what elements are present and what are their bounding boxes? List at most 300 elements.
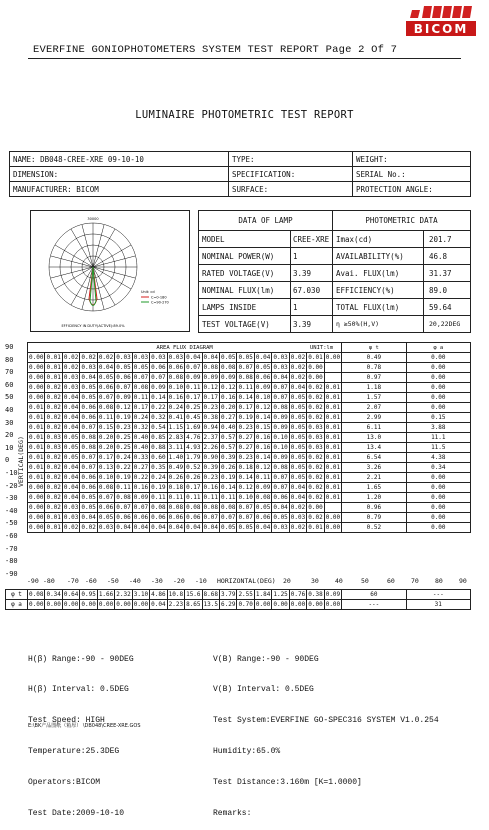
flux-cell: 0.00 [308, 364, 323, 371]
x-tick-label: 90 [459, 577, 467, 585]
flux-row [28, 513, 471, 523]
test-date: Test Date:2009-10-10 [28, 809, 125, 819]
flux-cell: 0.27 [220, 414, 236, 421]
flux-cell: 0.05 [255, 504, 271, 511]
flux-cell: 0.02 [98, 354, 114, 361]
x-tick-label: 70 [411, 577, 419, 585]
flux-cell: 0.02 [290, 504, 306, 511]
total-cell: 2.32 [116, 591, 131, 598]
flux-cell: 0.09 [273, 454, 288, 461]
total-cell: 0.00 [98, 601, 114, 608]
flux-cell: 0.01 [29, 424, 44, 431]
flux-cell: 0.09 [273, 424, 288, 431]
polar-top-label: 30000 [87, 217, 99, 221]
flux-cell: 0.26 [168, 474, 184, 481]
phi-a-cell: 0.00 [406, 513, 470, 523]
flux-cell: 0.12 [220, 384, 236, 391]
flux-cell: 0.05 [81, 394, 96, 401]
flux-cell: 2.26 [203, 444, 218, 451]
x-tick-label: HORIZONTAL(DEG) [217, 577, 276, 585]
flux-cell: 0.01 [46, 374, 61, 381]
flux-cell: 0.07 [81, 424, 96, 431]
flux-cell: 0.01 [325, 474, 341, 481]
flux-cell: 0.07 [273, 484, 288, 491]
flux-cell: 0.02 [46, 394, 61, 401]
flux-cell: 0.04 [63, 494, 79, 501]
y-tick-label: 0 [5, 456, 10, 465]
flux-cell: 0.00 [29, 524, 44, 531]
flux-cell: 0.05 [238, 524, 253, 531]
flux-cell: 0.04 [81, 374, 96, 381]
humidity: Humidity:65.0% [213, 747, 281, 757]
flux-cell: 0.01 [29, 404, 44, 411]
total-cell: 0.95 [81, 591, 96, 598]
flux-cell: 0.10 [273, 434, 288, 441]
flux-cell: 0.01 [29, 474, 44, 481]
flux-cell: 0.10 [168, 384, 184, 391]
photometric-label: AVAILABILITY(%) [333, 248, 424, 265]
luminaire-name: DB048-CREE-XRE 09-10-10 [40, 154, 144, 164]
x-tick-label: 40 [335, 577, 343, 585]
flux-cell: 0.04 [186, 354, 201, 361]
flux-cell: 0.15 [98, 424, 114, 431]
x-tick-label: -70 [67, 577, 79, 585]
flux-cell: 0.02 [46, 404, 61, 411]
total-cell: 0.00 [308, 601, 323, 608]
flux-cell: 0.14 [220, 484, 236, 491]
flux-cell: 0.07 [116, 504, 131, 511]
total-cell: 0.00 [273, 601, 288, 608]
flux-cell: 0.20 [98, 434, 114, 441]
x-tick-label: -40 [129, 577, 141, 585]
y-tick-label: -70 [5, 544, 18, 553]
flux-cell: 0.40 [133, 444, 149, 451]
flux-cell: 0.16 [255, 434, 271, 441]
phi-a-cell: 0.00 [406, 403, 470, 413]
flux-totals-table [5, 589, 471, 610]
flux-cell: 0.02 [46, 464, 61, 471]
specification-cell: SPECIFICATION: [229, 167, 353, 182]
flux-cell: 0.05 [273, 514, 288, 521]
flux-cell: 0.06 [255, 514, 271, 521]
phi-a-cell: 0.00 [406, 353, 470, 363]
flux-cell: 0.04 [255, 524, 271, 531]
phi-t-cell: 6.11 [342, 423, 406, 433]
lamp-value: 67.030 [291, 282, 333, 299]
flux-cell: 0.39 [220, 454, 236, 461]
flux-cell: 0.04 [63, 394, 79, 401]
flux-row [28, 353, 471, 363]
flux-cell: 0.05 [290, 474, 306, 481]
flux-cell: 0.02 [290, 524, 306, 531]
flux-row [28, 363, 471, 373]
flux-cell: 0.06 [81, 404, 96, 411]
total-cell: 0.00 [290, 601, 306, 608]
total-cell: 13.5 [203, 601, 218, 608]
flux-x-axis [27, 577, 467, 587]
flux-cell: 0.90 [203, 454, 218, 461]
flux-cell: 0.01 [325, 484, 341, 491]
flux-cell: 0.05 [290, 424, 306, 431]
flux-cell: 0.35 [151, 464, 166, 471]
flux-cell: 0.02 [46, 384, 61, 391]
flux-cell: 0.03 [63, 504, 79, 511]
flux-cell: 0.41 [168, 414, 184, 421]
flux-unit: UNIT:lm [309, 344, 334, 351]
flux-cell: 0.27 [238, 444, 253, 451]
flux-cell: 0.20 [220, 404, 236, 411]
flux-cell: 0.03 [273, 354, 288, 361]
x-tick-label: 60 [387, 577, 395, 585]
flux-cell: 0.12 [203, 384, 218, 391]
flux-row [28, 473, 471, 483]
phi-a-cell: 0.00 [406, 503, 470, 513]
flux-cell: 0.16 [255, 444, 271, 451]
flux-cell: 0.02 [290, 374, 306, 381]
phi-t-cell: 0.97 [342, 373, 406, 383]
phi-a-cell: 11.5 [406, 443, 470, 453]
flux-cell: 0.05 [63, 444, 79, 451]
flux-cell: 0.01 [325, 454, 341, 461]
y-tick-label: -10 [5, 469, 18, 477]
flux-cell: 0.11 [255, 474, 271, 481]
photometric-value: 20,22DEG [424, 316, 471, 333]
flux-cell: 0.17 [133, 404, 149, 411]
phi-a-cell: 0.00 [406, 393, 470, 403]
phi-t-cell: 0.96 [342, 503, 406, 513]
phi-t-cell: 2.07 [342, 403, 406, 413]
flux-cell: 0.03 [116, 354, 131, 361]
flux-cell: 0.03 [151, 354, 166, 361]
report-header-title: EVERFINE GONIOPHOTOMETERS SYSTEM TEST REPORT [33, 44, 320, 56]
flux-cell: 0.23 [238, 424, 253, 431]
flux-cell: 0.25 [186, 404, 201, 411]
flux-cell: 0.32 [133, 424, 149, 431]
flux-cell: 0.08 [81, 444, 96, 451]
flux-cell: 0.01 [46, 364, 61, 371]
total-cell: 0.00 [29, 601, 44, 608]
flux-cell: 0.05 [98, 374, 114, 381]
photometric-value: 31.37 [424, 265, 471, 282]
flux-cell: 0.27 [133, 464, 149, 471]
flux-cell: 1.15 [168, 424, 184, 431]
flux-cell: 0.05 [290, 414, 306, 421]
phi-a-cell: 0.00 [406, 383, 470, 393]
total-cell: 0.08 [29, 591, 44, 598]
flux-row [28, 373, 471, 383]
page-indicator: Page 2 Of 7 [325, 44, 398, 56]
logo-text: BICOM [413, 22, 469, 36]
flux-cell: 0.05 [220, 524, 236, 531]
flux-cell: 0.09 [203, 374, 218, 381]
flux-cell: 0.02 [46, 494, 61, 501]
flux-cell: 0.06 [255, 374, 271, 381]
flux-cell: 0.11 [186, 494, 201, 501]
flux-cell: 0.05 [290, 444, 306, 451]
flux-cell: 0.03 [168, 354, 184, 361]
flux-cell: 0.02 [308, 414, 323, 421]
flux-cell: 0.05 [133, 364, 149, 371]
flux-cell: 0.05 [290, 464, 306, 471]
x-tick-label: -90 [27, 577, 39, 585]
total-cell: 3.79 [220, 591, 236, 598]
phi-a-cell: 0.00 [406, 523, 470, 533]
flux-cell: 0.06 [81, 474, 96, 481]
flux-cell: 1.69 [186, 424, 201, 431]
phi-t-cell: 0.79 [342, 513, 406, 523]
flux-cell: 0.04 [186, 524, 201, 531]
y-tick-label: 50 [5, 393, 14, 402]
phi-t-cell: 3.26 [342, 463, 406, 473]
flux-cell: 0.11 [220, 494, 236, 501]
flux-cell: 0.08 [98, 404, 114, 411]
total-cell: 3.10 [133, 591, 149, 598]
flux-cell: 0.06 [133, 514, 149, 521]
lamp-label: MODEL [199, 231, 291, 248]
flux-cell: 0.16 [203, 484, 218, 491]
flux-cell: 0.01 [325, 444, 341, 451]
temperature: Temperature:25.3DEG [28, 747, 120, 757]
flux-cell: 0.01 [308, 524, 323, 531]
phi-a-header: φ a [406, 343, 470, 353]
v-interval: V(B) Interval: 0.5DEG [213, 685, 314, 695]
total-cell: 0.00 [116, 601, 131, 608]
y-axis-label: VERTICAL(DEG) [17, 436, 25, 487]
flux-cell: 0.11 [98, 414, 114, 421]
polar-bottom-label: EFFICIENCY IN DUTY(ACTIVE):89.0% [61, 324, 125, 328]
total-cell: 10.8 [168, 591, 184, 598]
x-tick-label: -80 [43, 577, 55, 585]
y-tick-label: 60 [5, 380, 14, 389]
info-table [9, 151, 471, 197]
flux-cell: 0.02 [308, 494, 323, 501]
flux-cell: 0.00 [29, 354, 44, 361]
flux-cell: 0.02 [308, 384, 323, 391]
flux-cell: 0.12 [255, 404, 271, 411]
y-tick-label: 30 [5, 418, 14, 427]
flux-cell: 0.88 [151, 444, 166, 451]
flux-cell: 0.60 [151, 454, 166, 461]
phi-t-header: φ t [342, 343, 406, 353]
phi-t-cell: 0.49 [342, 353, 406, 363]
flux-cell: 0.09 [116, 394, 131, 401]
phi-t-cell: 0.78 [342, 363, 406, 373]
flux-cell: 0.10 [98, 474, 114, 481]
flux-cell: 0.01 [29, 434, 44, 441]
flux-cell: 0.09 [133, 494, 149, 501]
flux-cell: 0.03 [308, 424, 323, 431]
flux-row [28, 453, 471, 463]
flux-cell: 0.08 [168, 504, 184, 511]
flux-cell: 0.07 [203, 514, 218, 521]
surface-cell: SURFACE: [229, 182, 353, 197]
y-tick-label: 40 [5, 406, 14, 414]
flux-cell: 0.16 [168, 394, 184, 401]
flux-cell: 0.01 [29, 414, 44, 421]
flux-cell: 0.08 [203, 504, 218, 511]
flux-cell: 0.04 [203, 354, 218, 361]
flux-cell: 0.01 [325, 414, 341, 421]
flux-cell: 0.01 [325, 464, 341, 471]
y-tick-label: -80 [5, 557, 18, 566]
polar-diagram [30, 210, 190, 332]
flux-cell: 4.76 [186, 434, 201, 441]
total-cell: 2.55 [238, 591, 253, 598]
x-tick-label: 80 [435, 577, 443, 585]
flux-cell: 0.05 [290, 454, 306, 461]
flux-cell: 0.02 [290, 364, 306, 371]
photometric-value: 89.0 [424, 282, 471, 299]
flux-cell: 0.10 [238, 494, 253, 501]
flux-cell: 0.08 [220, 364, 236, 371]
flux-cell: 0.03 [273, 524, 288, 531]
phi-a-cell: 0.34 [406, 463, 470, 473]
flux-cell: 0.01 [308, 354, 323, 361]
flux-cell: 0.17 [203, 394, 218, 401]
flux-cell: 0.03 [81, 364, 96, 371]
total-cell: 0.04 [151, 601, 166, 608]
flux-cell: 0.07 [273, 384, 288, 391]
flux-cell: 0.02 [308, 394, 323, 401]
flux-cell: 0.08 [133, 384, 149, 391]
flux-cell: 0.01 [325, 404, 341, 411]
flux-cell: 0.02 [46, 424, 61, 431]
flux-cell: 0.08 [186, 504, 201, 511]
flux-cell: 0.02 [46, 414, 61, 421]
flux-cell: 0.11 [203, 494, 218, 501]
flux-cell: 0.07 [116, 384, 131, 391]
flux-cell: 0.02 [63, 364, 79, 371]
weight-cell: WEIGHT: [353, 152, 471, 167]
flux-cell: 0.27 [238, 434, 253, 441]
flux-cell: 0.39 [203, 464, 218, 471]
phi-t-total-row [6, 590, 471, 600]
y-tick-label: -50 [5, 519, 18, 528]
flux-title: AREA FLUX DIAGRAM [156, 344, 213, 351]
lamp-label: NOMINAL POWER(W) [199, 248, 291, 265]
flux-cell: 0.11 [186, 384, 201, 391]
flux-cell: 0.10 [273, 444, 288, 451]
flux-cell: 0.07 [273, 474, 288, 481]
flux-row [28, 393, 471, 403]
protection-angle-cell: PROTECTION ANGLE: [353, 182, 471, 197]
flux-cell: 0.11 [133, 394, 149, 401]
flux-cell: 4.93 [186, 444, 201, 451]
flux-cell: 0.05 [255, 364, 271, 371]
total-cell: 8.68 [203, 591, 218, 598]
flux-cell: 0.02 [308, 404, 323, 411]
flux-cell: 0.03 [290, 514, 306, 521]
lamp-value: 3.39 [291, 316, 333, 333]
flux-cell: 0.06 [151, 514, 166, 521]
flux-cell: 0.07 [186, 364, 201, 371]
flux-cell: 0.09 [273, 414, 288, 421]
flux-cell: 0.23 [116, 424, 131, 431]
y-tick-label: 70 [5, 368, 14, 377]
flux-cell: 0.26 [186, 474, 201, 481]
flux-cell: 0.00 [325, 514, 341, 521]
total-cell: 0.00 [63, 601, 79, 608]
x-tick-label: -20 [173, 577, 185, 585]
flux-cell: 0.02 [46, 474, 61, 481]
flux-cell: 0.22 [116, 464, 131, 471]
flux-cell: 0.49 [168, 464, 184, 471]
total-cell: 1.66 [98, 591, 114, 598]
flux-cell: 0.18 [238, 464, 253, 471]
footer-left [28, 634, 134, 830]
total-cell: --- [406, 590, 470, 600]
flux-cell: 0.05 [81, 494, 96, 501]
total-cell: 6.29 [220, 601, 236, 608]
flux-cell: 0.04 [203, 524, 218, 531]
flux-cell: 0.06 [81, 484, 96, 491]
flux-cell: 0.04 [290, 384, 306, 391]
flux-cell: 0.24 [116, 454, 131, 461]
flux-cell: 0.20 [98, 444, 114, 451]
y-tick-label: -40 [5, 506, 18, 515]
flux-cell: 0.01 [325, 424, 341, 431]
flux-cell: 0.05 [63, 434, 79, 441]
flux-cell: 0.40 [220, 424, 236, 431]
flux-cell: 0.05 [220, 354, 236, 361]
type-cell: TYPE: [229, 152, 353, 167]
flux-cell: 0.02 [308, 484, 323, 491]
flux-cell: 0.14 [151, 394, 166, 401]
flux-cell: 0.01 [29, 464, 44, 471]
flux-cell: 0.01 [46, 354, 61, 361]
flux-cell: 0.07 [133, 504, 149, 511]
x-tick-label: -50 [107, 577, 119, 585]
flux-cell: 0.02 [290, 354, 306, 361]
flux-cell: 0.23 [203, 404, 218, 411]
flux-cell: 0.02 [46, 484, 61, 491]
flux-cell: 0.57 [220, 434, 236, 441]
flux-cell: 0.45 [186, 414, 201, 421]
flux-cell: 0.04 [273, 374, 288, 381]
total-cell: 60 [342, 590, 406, 600]
flux-cell: 0.12 [116, 404, 131, 411]
flux-cell: 0.06 [98, 504, 114, 511]
flux-cell: 0.05 [81, 504, 96, 511]
flux-cell: 0.02 [308, 464, 323, 471]
flux-cell: 0.00 [29, 374, 44, 381]
total-cell: 1.84 [255, 591, 271, 598]
flux-cell: 0.06 [273, 494, 288, 501]
photometric-label: Imax(cd) [333, 231, 424, 248]
flux-cell: 0.07 [81, 464, 96, 471]
total-cell: 15.6 [186, 591, 201, 598]
flux-row [28, 413, 471, 423]
flux-cell: 0.06 [116, 514, 131, 521]
flux-cell: 0.04 [63, 414, 79, 421]
flux-cell: 0.00 [29, 504, 44, 511]
lamp-value: CREE-XRE [291, 231, 333, 248]
flux-cell: 0.01 [325, 494, 341, 501]
flux-cell: 0.24 [168, 404, 184, 411]
x-tick-label: 30 [311, 577, 319, 585]
flux-cell: 0.02 [63, 354, 79, 361]
header-rule [28, 58, 461, 59]
flux-cell: 0.08 [220, 504, 236, 511]
flux-cell: 0.03 [273, 364, 288, 371]
total-cell: 0.64 [63, 591, 79, 598]
flux-cell: 0.03 [63, 384, 79, 391]
flux-cell: 0.14 [255, 454, 271, 461]
flux-cell: 0.19 [220, 474, 236, 481]
operators: Operators:BICOM [28, 778, 101, 788]
flux-cell: 0.04 [255, 354, 271, 361]
flux-cell: 0.25 [116, 434, 131, 441]
